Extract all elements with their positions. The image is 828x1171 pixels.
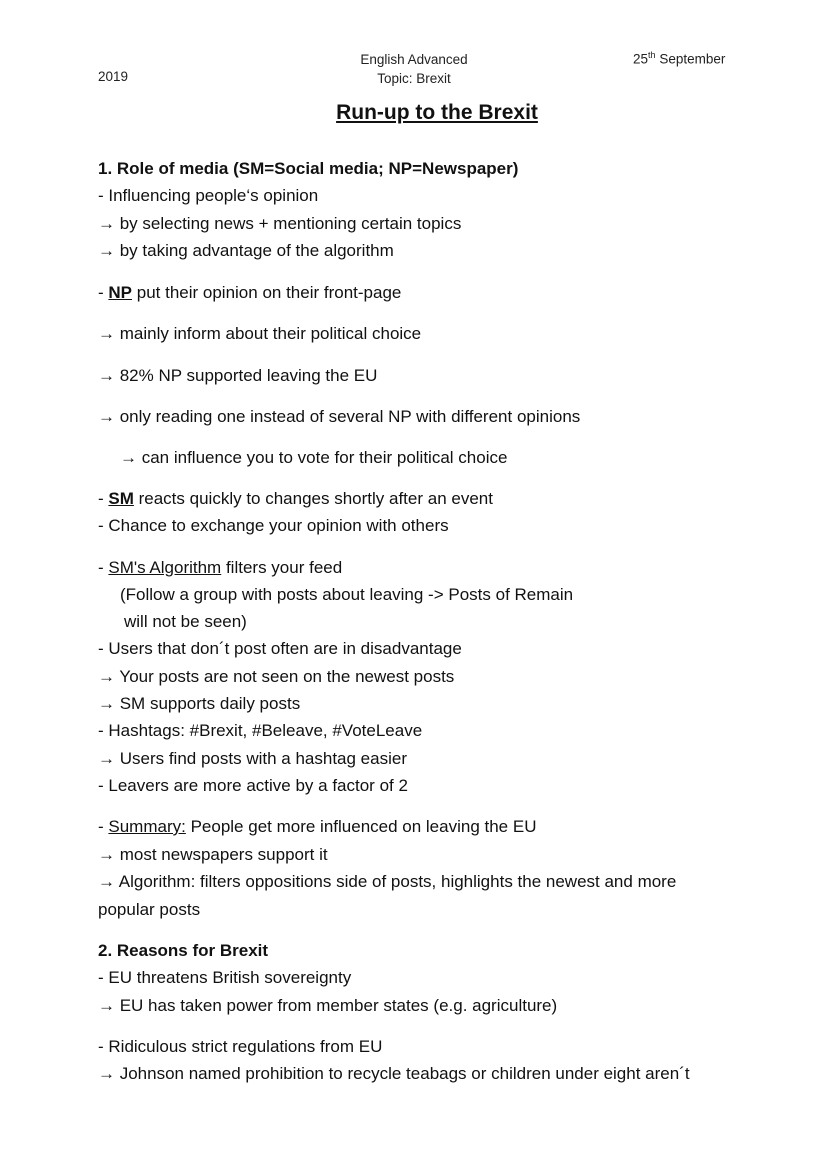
header-year: 2019 [98,69,129,84]
note-line-summary [98,817,536,837]
note-line: - Influencing people‘s opinion [98,186,319,205]
summary-text: People get more influenced on leaving the EU [185,817,537,836]
note-line: (Follow a group with posts about leaving -> Posts of Remain [120,585,574,604]
note-line: will not be seen) [124,612,247,631]
page-title: Run-up to the Brexit [336,101,538,124]
note-line-np [98,283,401,303]
algorithm-text: filters your feed [221,558,343,577]
term-sm: SM [108,489,134,508]
note-line-algorithm [98,558,342,578]
note-line: → 82% NP supported leaving the EU [98,366,378,385]
bullet-dash: - [98,558,109,577]
note-line: → by selecting news + mentioning certain topics [98,214,462,233]
header-date-suffix: th [648,50,656,60]
note-line: - Hashtags: #Brexit, #Beleave, #VoteLeave [98,721,423,740]
note-line: - Ridiculous strict regulations from EU [98,1037,383,1056]
note-line: → by taking advantage of the algorithm [98,241,394,260]
note-line: → Your posts are not seen on the newest posts [98,667,455,686]
np-text: put their opinion on their front-page [132,283,402,302]
note-line: → can influence you to vote for their political choice [120,448,508,467]
note-line: → only reading one instead of several NP with different opinions [98,407,581,426]
section2-heading: 2. Reasons for Brexit [98,941,269,960]
note-line: → mainly inform about their political choice [98,324,422,343]
header-date-day: 25 [633,51,649,67]
term-summary: Summary: [108,817,186,836]
note-line: → most newspapers support it [98,845,328,864]
note-line: → Algorithm: filters oppositions side of posts, highlights the newest and more [98,872,677,891]
note-line: → Johnson named prohibition to recycle teabags or children under eight aren´t [98,1064,690,1083]
note-line: - Users that don´t post often are in disadvantage [98,639,462,658]
section1-heading: 1. Role of media (SM=Social media; NP=Newspaper) [98,159,519,178]
note-line: - Leavers are more active by a factor of 2 [98,776,408,795]
note-line-sm [98,489,493,509]
bullet-dash: - [98,489,109,508]
term-algorithm: SM's Algorithm [108,558,222,577]
note-line: → Users find posts with a hashtag easier [98,749,407,768]
bullet-dash: - [98,817,109,836]
bullet-dash: - [98,283,109,302]
header-course: English Advanced [360,52,468,67]
header-topic: Topic: Brexit [377,71,451,86]
note-line: → EU has taken power from member states (e.g. agriculture) [98,996,558,1015]
note-line: → SM supports daily posts [98,694,301,713]
header-date-month: September [659,51,726,67]
note-line: - Chance to exchange your opinion with others [98,516,449,535]
note-line: - EU threatens British sovereignty [98,968,352,987]
header-date [633,50,725,67]
note-line: popular posts [98,900,201,919]
term-np: NP [108,283,133,302]
sm-text: reacts quickly to changes shortly after an event [133,489,493,508]
